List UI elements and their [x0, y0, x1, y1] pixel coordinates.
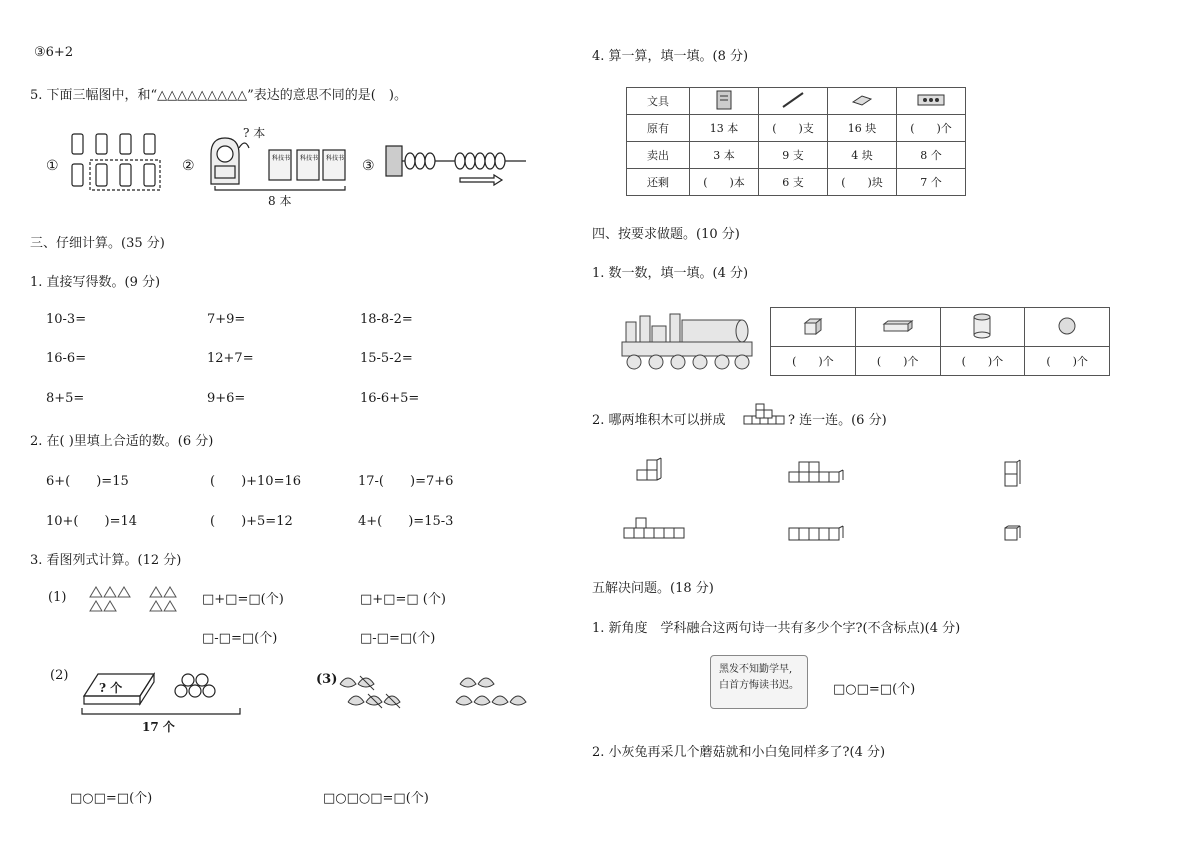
fill-item[interactable]: ( )+5=12: [210, 514, 293, 529]
q3-equation[interactable]: □-□=□(个): [202, 631, 278, 646]
fill-item[interactable]: 10+( )=14: [46, 514, 138, 529]
pencil-icon: [780, 90, 806, 110]
calc-item: 15-5-2=: [360, 351, 413, 366]
calc-item: 18-8-2=: [360, 312, 413, 327]
q5-figure-cups: [66, 130, 166, 192]
q3-peaches-crossed: [336, 668, 406, 712]
q3-part-1-label: (1): [48, 590, 67, 605]
option-3-text: ③6+2: [34, 45, 74, 60]
table-cell: 16 块: [828, 115, 897, 142]
table-cell[interactable]: ( )个: [855, 347, 940, 376]
poem-line: 白首方悔读书迟。: [719, 680, 799, 691]
q5-option-2: ②: [182, 158, 195, 174]
calc-item: 16-6+5=: [360, 391, 420, 406]
table-cell: 3 本: [690, 142, 759, 169]
section-3-heading: 三、仔细计算。(35 分): [30, 236, 165, 251]
table-cell: 卖出: [627, 142, 690, 169]
q3-peaches: [456, 668, 526, 712]
table-cell[interactable]: ( )个: [771, 347, 856, 376]
block-pile-f[interactable]: [1003, 524, 1023, 544]
table-cell: 还剩: [627, 169, 690, 196]
calc-item: 7+9=: [207, 312, 246, 327]
shape-count-table: [770, 307, 1110, 376]
table-cell: [690, 88, 759, 115]
q4-title: 4. 算一算，填一填。(8 分): [592, 49, 749, 64]
p1-answer[interactable]: □○□=□(个): [833, 682, 916, 697]
table-cell: 13 本: [690, 115, 759, 142]
q5-figure-backpack-books: [205, 134, 355, 194]
fill-item[interactable]: ( )+10=16: [210, 474, 302, 489]
q3-total-label: 17 个: [142, 720, 175, 734]
q3-equation[interactable]: □+□=□ (个): [360, 592, 446, 607]
table-cell[interactable]: ( )个: [940, 347, 1025, 376]
table-row: [771, 347, 1110, 376]
table-row: [627, 88, 966, 115]
svg-text:科技书: 科技书: [272, 155, 291, 162]
calc-item: 12+7=: [207, 351, 254, 366]
table-row: [627, 169, 966, 196]
stationery-table: [626, 87, 966, 196]
q5-unknown-books: ? 本: [243, 126, 266, 140]
q3-title: 3. 看图列式计算。(12 分): [30, 553, 182, 568]
table-row: [627, 142, 966, 169]
q3-equation[interactable]: □-□=□(个): [360, 631, 436, 646]
r1-title: 1. 数一数，填一填。(4 分): [592, 266, 749, 281]
table-cell[interactable]: ( )支: [759, 115, 828, 142]
target-block-pile: [742, 402, 788, 430]
table-row: [771, 308, 1110, 347]
table-cell: 8 个: [897, 142, 966, 169]
table-cell: [759, 88, 828, 115]
table-cell: 原有: [627, 115, 690, 142]
table-cell[interactable]: ( )块: [828, 169, 897, 196]
eraser-icon: [850, 92, 874, 108]
calc-item: 10-3=: [46, 312, 87, 327]
table-cell: [1025, 308, 1110, 347]
r2-title-end: ? 连一连。(6 分): [788, 413, 887, 428]
q3-triangles: [88, 586, 180, 616]
cuboid-icon: [881, 318, 915, 334]
svg-text:科技书: 科技书: [326, 155, 345, 162]
block-pile-d[interactable]: [622, 514, 688, 544]
block-pile-e[interactable]: [787, 524, 851, 544]
fill-item[interactable]: 17-( )=7+6: [358, 474, 454, 489]
table-cell: 文具: [627, 88, 690, 115]
cube-icon: [802, 316, 824, 336]
r2-title-start: 2. 哪两堆积木可以拼成: [592, 413, 726, 428]
q5-option-1: ①: [46, 158, 59, 174]
q3-box-label: ? 个: [99, 681, 123, 695]
table-cell: [828, 88, 897, 115]
block-train-figure: [618, 308, 760, 372]
q2-title: 2. 在( )里填上合适的数。(6 分): [30, 434, 214, 449]
q5-total-books: 8 本: [268, 194, 292, 208]
sphere-icon: [1056, 315, 1078, 337]
table-cell: [897, 88, 966, 115]
table-cell[interactable]: ( )个: [1025, 347, 1110, 376]
q3-answer-2[interactable]: □○□=□(个): [70, 791, 153, 806]
cylinder-icon: [971, 313, 993, 339]
calc-item: 16-6=: [46, 351, 87, 366]
block-pile-a[interactable]: [635, 458, 667, 488]
table-cell: 9 支: [759, 142, 828, 169]
section-5-heading: 五解决问题。(18 分): [592, 581, 714, 596]
table-cell: [771, 308, 856, 347]
notebook-icon: [714, 89, 734, 111]
poem-card: [710, 655, 808, 709]
svg-text:科技书: 科技书: [300, 155, 319, 162]
q5-figure-beads: [382, 144, 530, 188]
pencil-case-icon: [915, 91, 947, 109]
table-row: [627, 115, 966, 142]
table-cell[interactable]: ( )个: [897, 115, 966, 142]
fill-item[interactable]: 6+( )=15: [46, 474, 129, 489]
table-cell: 7 个: [897, 169, 966, 196]
table-cell: [940, 308, 1025, 347]
question-5: 5. 下面三幅图中，和“△△△△△△△△△”表达的意思不同的是( )。: [30, 88, 407, 103]
p2-title: 2. 小灰兔再采几个蘑菇就和小白兔同样多了?(4 分): [592, 745, 886, 760]
calc-item: 9+6=: [207, 391, 246, 406]
calc-item: 8+5=: [46, 391, 85, 406]
table-cell: [855, 308, 940, 347]
table-cell[interactable]: ( )本: [690, 169, 759, 196]
q3-equation[interactable]: □+□=□(个): [202, 592, 284, 607]
q3-part-2-label: (2): [50, 668, 69, 683]
block-pile-b[interactable]: [787, 458, 851, 488]
section-4-heading: 四、按要求做题。(10 分): [592, 227, 740, 242]
table-cell: 6 支: [759, 169, 828, 196]
q3-part-3-label: (3): [316, 672, 338, 687]
q1-title: 1. 直接写得数。(9 分): [30, 275, 161, 290]
p1-title: 1. 新角度 学科融合这两句诗一共有多少个字?(不含标点)(4 分): [592, 621, 961, 636]
fill-item[interactable]: 4+( )=15-3: [358, 514, 454, 529]
q5-option-3: ③: [362, 158, 375, 174]
poem-line: 黑发不知勤学早,: [719, 664, 793, 675]
table-cell: 4 块: [828, 142, 897, 169]
q3-answer-3[interactable]: □○□○□=□(个): [323, 791, 429, 806]
block-pile-c[interactable]: [1003, 458, 1023, 488]
